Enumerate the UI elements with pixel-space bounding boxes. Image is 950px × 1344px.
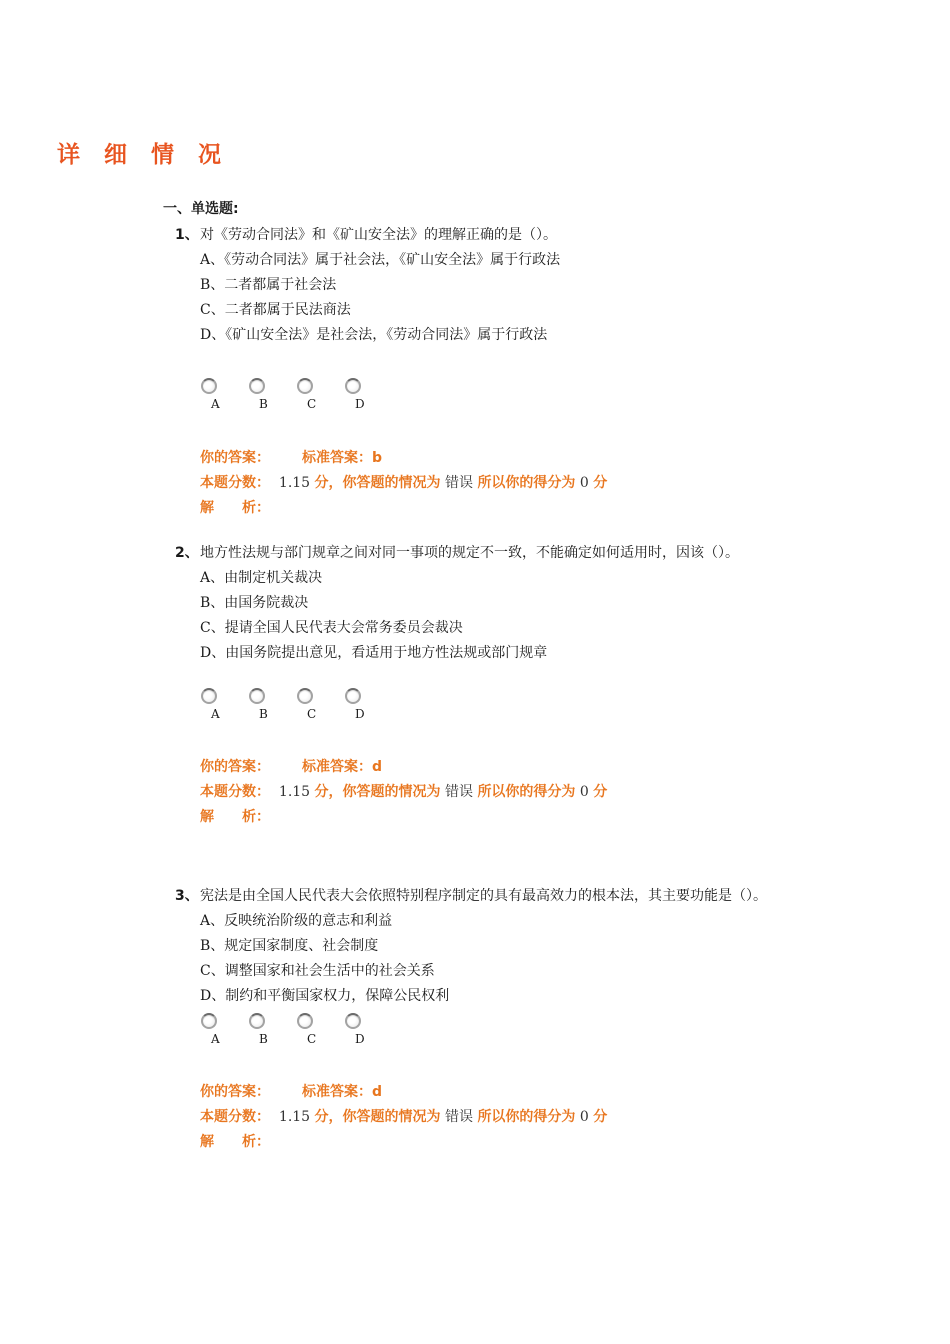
earned-unit: 分 [593, 475, 608, 491]
question-number: 1、 [175, 227, 199, 243]
radio-circle-icon[interactable] [201, 1013, 217, 1029]
radio-label: B [259, 397, 268, 411]
option-d: D、由国务院提出意见，看适用于地方性法规或部门规章 [200, 645, 548, 661]
radio-option-a[interactable] [201, 688, 249, 721]
radio-circle-icon[interactable] [249, 688, 265, 704]
radio-circle-icon[interactable] [345, 688, 361, 704]
answer-line [200, 755, 795, 780]
radio-label: D [355, 1032, 365, 1046]
option-b: B、规定国家制度、社会制度 [200, 938, 379, 954]
earned-score: 0 [579, 1109, 589, 1125]
analysis-line [200, 1130, 795, 1155]
option-a: A、反映统治阶级的意志和利益 [200, 913, 393, 929]
score-line [200, 471, 795, 496]
radio-label: A [211, 1032, 220, 1046]
result-block [175, 1080, 795, 1155]
score-value: 1.15 [278, 475, 311, 491]
option-c: C、提请全国人民代表大会常务委员会裁决 [200, 620, 463, 636]
score-line [200, 1105, 795, 1130]
radio-option-c[interactable] [297, 688, 345, 721]
score-label: 本题分数： [200, 784, 270, 800]
radio-option-b[interactable] [249, 378, 297, 411]
answer-line [200, 1080, 795, 1105]
radio-label: A [211, 707, 220, 721]
status-text: 错误 [444, 1109, 473, 1125]
radio-label: D [355, 397, 365, 411]
section-title: 一、单选题: [163, 201, 239, 217]
your-answer-label: 你的答案： [200, 1084, 270, 1100]
score-label: 本题分数： [200, 1109, 270, 1125]
earned-score: 0 [579, 475, 589, 491]
option-b: B、二者都属于社会法 [200, 277, 337, 293]
radio-circle-icon[interactable] [249, 1013, 265, 1029]
score-unit: 分，你答题的情况为 [314, 1109, 441, 1125]
radio-circle-icon[interactable] [201, 688, 217, 704]
radio-option-a[interactable] [201, 378, 249, 411]
question-stem [175, 541, 795, 566]
question-stem [175, 223, 795, 248]
radio-circle-icon[interactable] [297, 688, 313, 704]
analysis-label: 解 析： [200, 809, 270, 825]
radio-option-b[interactable] [249, 1013, 297, 1046]
analysis-label: 解 析： [200, 500, 270, 516]
options-list [175, 566, 795, 666]
radio-circle-icon[interactable] [345, 378, 361, 394]
radio-circle-icon[interactable] [345, 1013, 361, 1029]
radio-label: A [211, 397, 220, 411]
radio-circle-icon[interactable] [201, 378, 217, 394]
standard-answer-value: d [372, 1084, 383, 1100]
result-text: 所以你的得分为 [477, 784, 576, 800]
page-title: 详 细 情 况 [57, 142, 230, 168]
standard-answer-value: d [372, 759, 383, 775]
option-d: D、《矿山安全法》是社会法，《劳动合同法》属于行政法 [200, 327, 548, 343]
radio-circle-icon[interactable] [297, 1013, 313, 1029]
radio-label: D [355, 707, 365, 721]
option-c: C、调整国家和社会生活中的社会关系 [200, 963, 435, 979]
radio-option-c[interactable] [297, 378, 345, 411]
standard-answer-label: 标准答案： [302, 759, 372, 775]
status-text: 错误 [444, 784, 473, 800]
answer-radio-group [201, 1013, 795, 1046]
standard-answer-value: b [372, 450, 383, 466]
radio-option-c[interactable] [297, 1013, 345, 1046]
radio-label: C [307, 397, 317, 411]
answer-radio-group [201, 378, 795, 411]
radio-label: B [259, 1032, 268, 1046]
radio-option-d[interactable] [345, 378, 393, 411]
radio-circle-icon[interactable] [297, 378, 313, 394]
earned-score: 0 [579, 784, 589, 800]
standard-answer-label: 标准答案： [302, 450, 372, 466]
score-value: 1.15 [278, 1109, 311, 1125]
option-a: A、《劳动合同法》属于社会法，《矿山安全法》属于行政法 [200, 252, 561, 268]
answer-line [200, 446, 795, 471]
your-answer-label: 你的答案： [200, 450, 270, 466]
option-b: B、由国务院裁决 [200, 595, 309, 611]
question-2 [175, 541, 795, 830]
result-text: 所以你的得分为 [477, 1109, 576, 1125]
options-list [175, 248, 795, 348]
question-number: 2、 [175, 545, 199, 561]
radio-option-d[interactable] [345, 688, 393, 721]
analysis-label: 解 析： [200, 1134, 270, 1150]
question-text: 宪法是由全国人民代表大会依照特别程序制定的具有最高效力的根本法，其主要功能是（）。 [200, 888, 767, 904]
radio-label: C [307, 1032, 317, 1046]
earned-unit: 分 [593, 1109, 608, 1125]
result-block [175, 755, 795, 830]
answer-radio-group [201, 688, 795, 721]
result-block [175, 446, 795, 521]
radio-label: B [259, 707, 268, 721]
question-number: 3、 [175, 888, 199, 904]
question-stem [175, 884, 795, 909]
options-list [175, 909, 795, 1009]
your-answer-label: 你的答案： [200, 759, 270, 775]
question-1 [175, 223, 795, 521]
analysis-line [200, 805, 795, 830]
radio-option-d[interactable] [345, 1013, 393, 1046]
score-value: 1.15 [278, 784, 311, 800]
question-text: 地方性法规与部门规章之间对同一事项的规定不一致，不能确定如何适用时，因该（）。 [200, 545, 739, 561]
radio-option-a[interactable] [201, 1013, 249, 1046]
radio-option-b[interactable] [249, 688, 297, 721]
standard-answer-label: 标准答案： [302, 1084, 372, 1100]
result-text: 所以你的得分为 [477, 475, 576, 491]
option-c: C、二者都属于民法商法 [200, 302, 351, 318]
score-unit: 分，你答题的情况为 [314, 475, 441, 491]
score-line [200, 780, 795, 805]
question-3 [175, 884, 795, 1155]
question-text: 对《劳动合同法》和《矿山安全法》的理解正确的是（）。 [200, 227, 557, 243]
analysis-line [200, 496, 795, 521]
option-d: D、制约和平衡国家权力，保障公民权利 [200, 988, 450, 1004]
radio-label: C [307, 707, 317, 721]
earned-unit: 分 [593, 784, 608, 800]
status-text: 错误 [444, 475, 473, 491]
score-label: 本题分数： [200, 475, 270, 491]
score-unit: 分，你答题的情况为 [314, 784, 441, 800]
option-a: A、由制定机关裁决 [200, 570, 323, 586]
radio-circle-icon[interactable] [249, 378, 265, 394]
